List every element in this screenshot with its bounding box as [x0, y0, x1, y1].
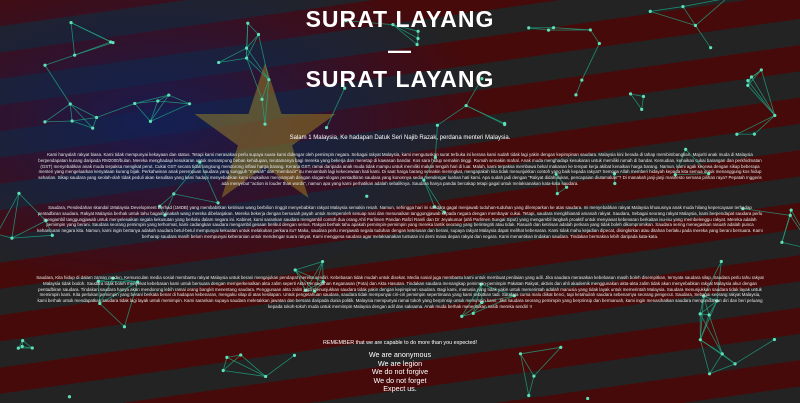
motto-line: Expect us.: [383, 384, 417, 394]
letter-greeting: Salam 1 Malaysia, Ke hadapan Datuk Seri Najib Razak, perdana menteri Malaysia.: [289, 135, 511, 141]
letter-paragraph: Kami hanyalah rakyat biasa. Kami tidak mempunyai kekayaan dan status. Tetapi kami merasakan perlu supaya suara kami didengar oleh pemimpin negara. Sebagai rakyat Malaysia, kami mengutuskan surat terbuka ini kerana kami sudah tidak lagi yakin dengan kepimpinan saudara. Malaysia kini berada di tahap membimbangkan. Majoriti anak muda di Malaysia berpendapatan kurang daripada RM2000/bulan. Mereka menghadapi kesukaran untuk menampung beban kehidupan, terutamanya bagi mereka yang bekerja dan menetap di kawasan bandar. Kos sara hidup semakin tinggi. Rumah semakin mahal. Anak muda menghadapi kesukaran untuk memiliki rumah di bandar. Kemudian, kenaikan cukai barangan dan perkhidmatan (GST) menyebabkan anak muda terpaksa mengikat perut. Cukai GST secara tidak langsung mendorong inflasi harga barang. Kerana GST, ramai daripada anak muda tidak mampu untuk memiliki makan tengah hari di luar. Malah, kami terpaksa membawa bekal makanan ke tempat kerja akibat kenaikan harga barang. Namun, kami agak kecewa dengan sikap beberapa menteri yang mengeluarkan kenyataan kurang bijak. Perkahwinan anak perempuan saudara yang sungguh "mewah" dan "membazir" itu menambah lagi kekecewaan hati kami. Di saat harga barang semakin meningkat, mengapakah kita tidak menunjukkan contoh yang baik kepada rakyat? Semoga Allah memberi hidayah kepada kita semua untuk menanggung kos hidup seharian. Sikap saudara yang seolah-olah tidak peduli akan kesulitan yang kami hadapi menyebabkan kami ungkaikan menyampah dengan slogan-slogan pentadbiran saudara yang kononnya sedia mendengar luahan hati kami. Apa sudah jadi dengan "Rakyat didahulukan, pencapaian diutamakan"? Di manakah janji-janji manifesto semasa pilihan raya? Pepatah Inggeris ada menyebut "action is louder than words", namun apa yang kami perhatikan adalah sebaliknya. Saudara hanya pandai bercakap tetapi gagal untuk melaksanakan kata-kata saudara.: [38, 152, 762, 186]
motto-line: We do not forgive: [371, 367, 429, 377]
title-divider: —: [388, 37, 412, 63]
page-title: SURAT LAYANG: [305, 6, 495, 32]
motto-line: We do not forget: [373, 375, 427, 385]
page-subtitle: SURAT LAYANG: [305, 66, 495, 92]
motto-line: We are anonymous: [368, 350, 432, 359]
remember-statement: REMEMBER that we are capable to do more than you expected!: [322, 340, 477, 346]
letter-paragraph: Saudara, Pendedahan skandal 1Malaysia Development Berhad (1MDB) yang membabitkan ketirisan wang berbilion ringgit menyebabkan rakyat Malaysia semakin resah. Namun, sehingga hari ini saudara gagal menjawab tuduhan-tuduhan yang dilemparkan ke atas saudara. Ini menyebabkan rakyat Malaysia khususnya anak muda hilang kepercayaan terhadap pentadbiran saudara. Rakyat Malaysia berhak untuk tahu bagaimanakah wang mereka dibelanjakan. Mereka bekerja dengan bersusah payah untuk memperoleh sesuap nasi dan menunaikan tanggungjawab kepada negara dengan membayar cukai. Tetapi, saudara mengkhianati amanah rakyat. Saudara, Sebagai seorang rakyat Malaysia, kami berpendapat saudara perlu mengambil tanggungjawab untuk menyelesaikan segala kekusutan yang berlaku dalam negara ini. Kabinet, kami sarankan saudara mengambil contoh dua orang Ahli Parlimen Pandan Rafizi Ramli dan Dr Jeyakumar (ahli Parlimen Sungai Siput) yang mengambil langkah proaktif untuk menyiasat kebenaran berkaitan isu-isu yang membelenggu rakyat. Mereka adalah pemimpin yang berani. Saudara seorang pemimpin yang terhormat, kami cadangkan saudara mengambil gesaan berikut dengan serius. Rakyat berhak tahu apakah pemimpin-pemimpin yang mereka lantik seorang yang berintegriti atau tidak. Rasuah dan ketirisan adalah perkara yang tidak boleh dikompromikan. Saudara sering menegaskan rasuah adalah punca kehancuran negara kita. Namun, kami ingin bertanya adakah saudara betul-betul mempunyai kekuatan untuk melakukan perkara itu? Maka, saudara perlu menjawab segala tuduhan dengan ketelusan dan berani, supaya rakyat Malaysia dapat melihat kebenaran. Kami tidak mahu kejadian dipecat, disingkirkan atau ditahan berlaku pada mereka yang berani bersuara. Kami berharap saudara masih belum mempunyai keberanian untuk mendengar suara rakyat. Kami menggesa saudara agar melaksanakan tuntutan ini demi masa depan rakyat dan negara. Kami menantikan tindakan saudara. Tindakan bermakna lebih daripada kata-kata.: [37, 205, 763, 239]
letter-paragraph: Saudara, Kita hidup di dalam zaman moden. Kemunculan media sosial membantu rakyat Malaysia untuk berani mengajukan pendapat mereka sendiri. Kebebasan tidak mudah untuk disekat. Media sosial juga membantu kami untuk membuat penilaian yang adil. Jika saudara merasakan kebebasan masih boleh disempitkan, ternyata saudara silap. Saudara perlu tahu rakyat Malaysia tidak bodoh. Saudara tidak boleh menyekat kebebasan kami untuk bersuara dengan memperkenalkan akta zalim seperti Akta Pencegahan Keganasan (Pota) dan Akta Hasutan. Tindakan saudara menangkap pemimpin-pemimpin Pakatan Rakyat, aktivis dan ahli akademik menggunakan akta-akta zalim tidak akan menyebabkan rakyat Malaysia akur dengan pentadbiran saudara. Tindakan saudara hanya akan mendorong lebih ramai orang bangkit menentang saudara. Penggunaan akta zalim juga menunjukkan saudara tidak yakin dengan kepimpinan saudara. Bagi kami, manusia yang tidak yakin untuk memerintah adalah manusia yang tidak layak untuk memerintah Malaysia. Saudara menunjukkan saudara tidak layak untuk memimpin kami. Kita perlukan pemimpin yang berani berkata benar di hadapan kebenaran, mengaku silap di atas kesilapan. Untuk pengetahuan saudara, saudara tidak mempunyai ciri-ciri pemimpin sepertimana yang kami sebutkan tadi. Saudara cuma malu diikat benci, tapi ketahuilah saudara sebenarnya seorang pengecut. Saudara, Sebagai seorang rakyat Malaysia, kami berhak untuk mendapatkan saudara tidak lagi layak untuk memimpin. Kami sarankan supaya saudara meletakkan jawatan dan bersara daripada dunia politik. Malaysia mempunyai ramai tokoh yang berprinsip untuk memimpin kami. Jika saudara seorang pemimpin yang berprinsip dan bermaruah, kami ingin menasihatkan saudara mengundurkan diri dan beri peluang kepada tokoh-tokoh muda untuk memimpin Malaysia dengan adil dan saksama. Anak muda berhak menentukan nasib mereka sendiri !!: [36, 275, 764, 309]
motto-line: We are legion: [377, 358, 423, 368]
anonymous-motto: [0, 351, 800, 394]
